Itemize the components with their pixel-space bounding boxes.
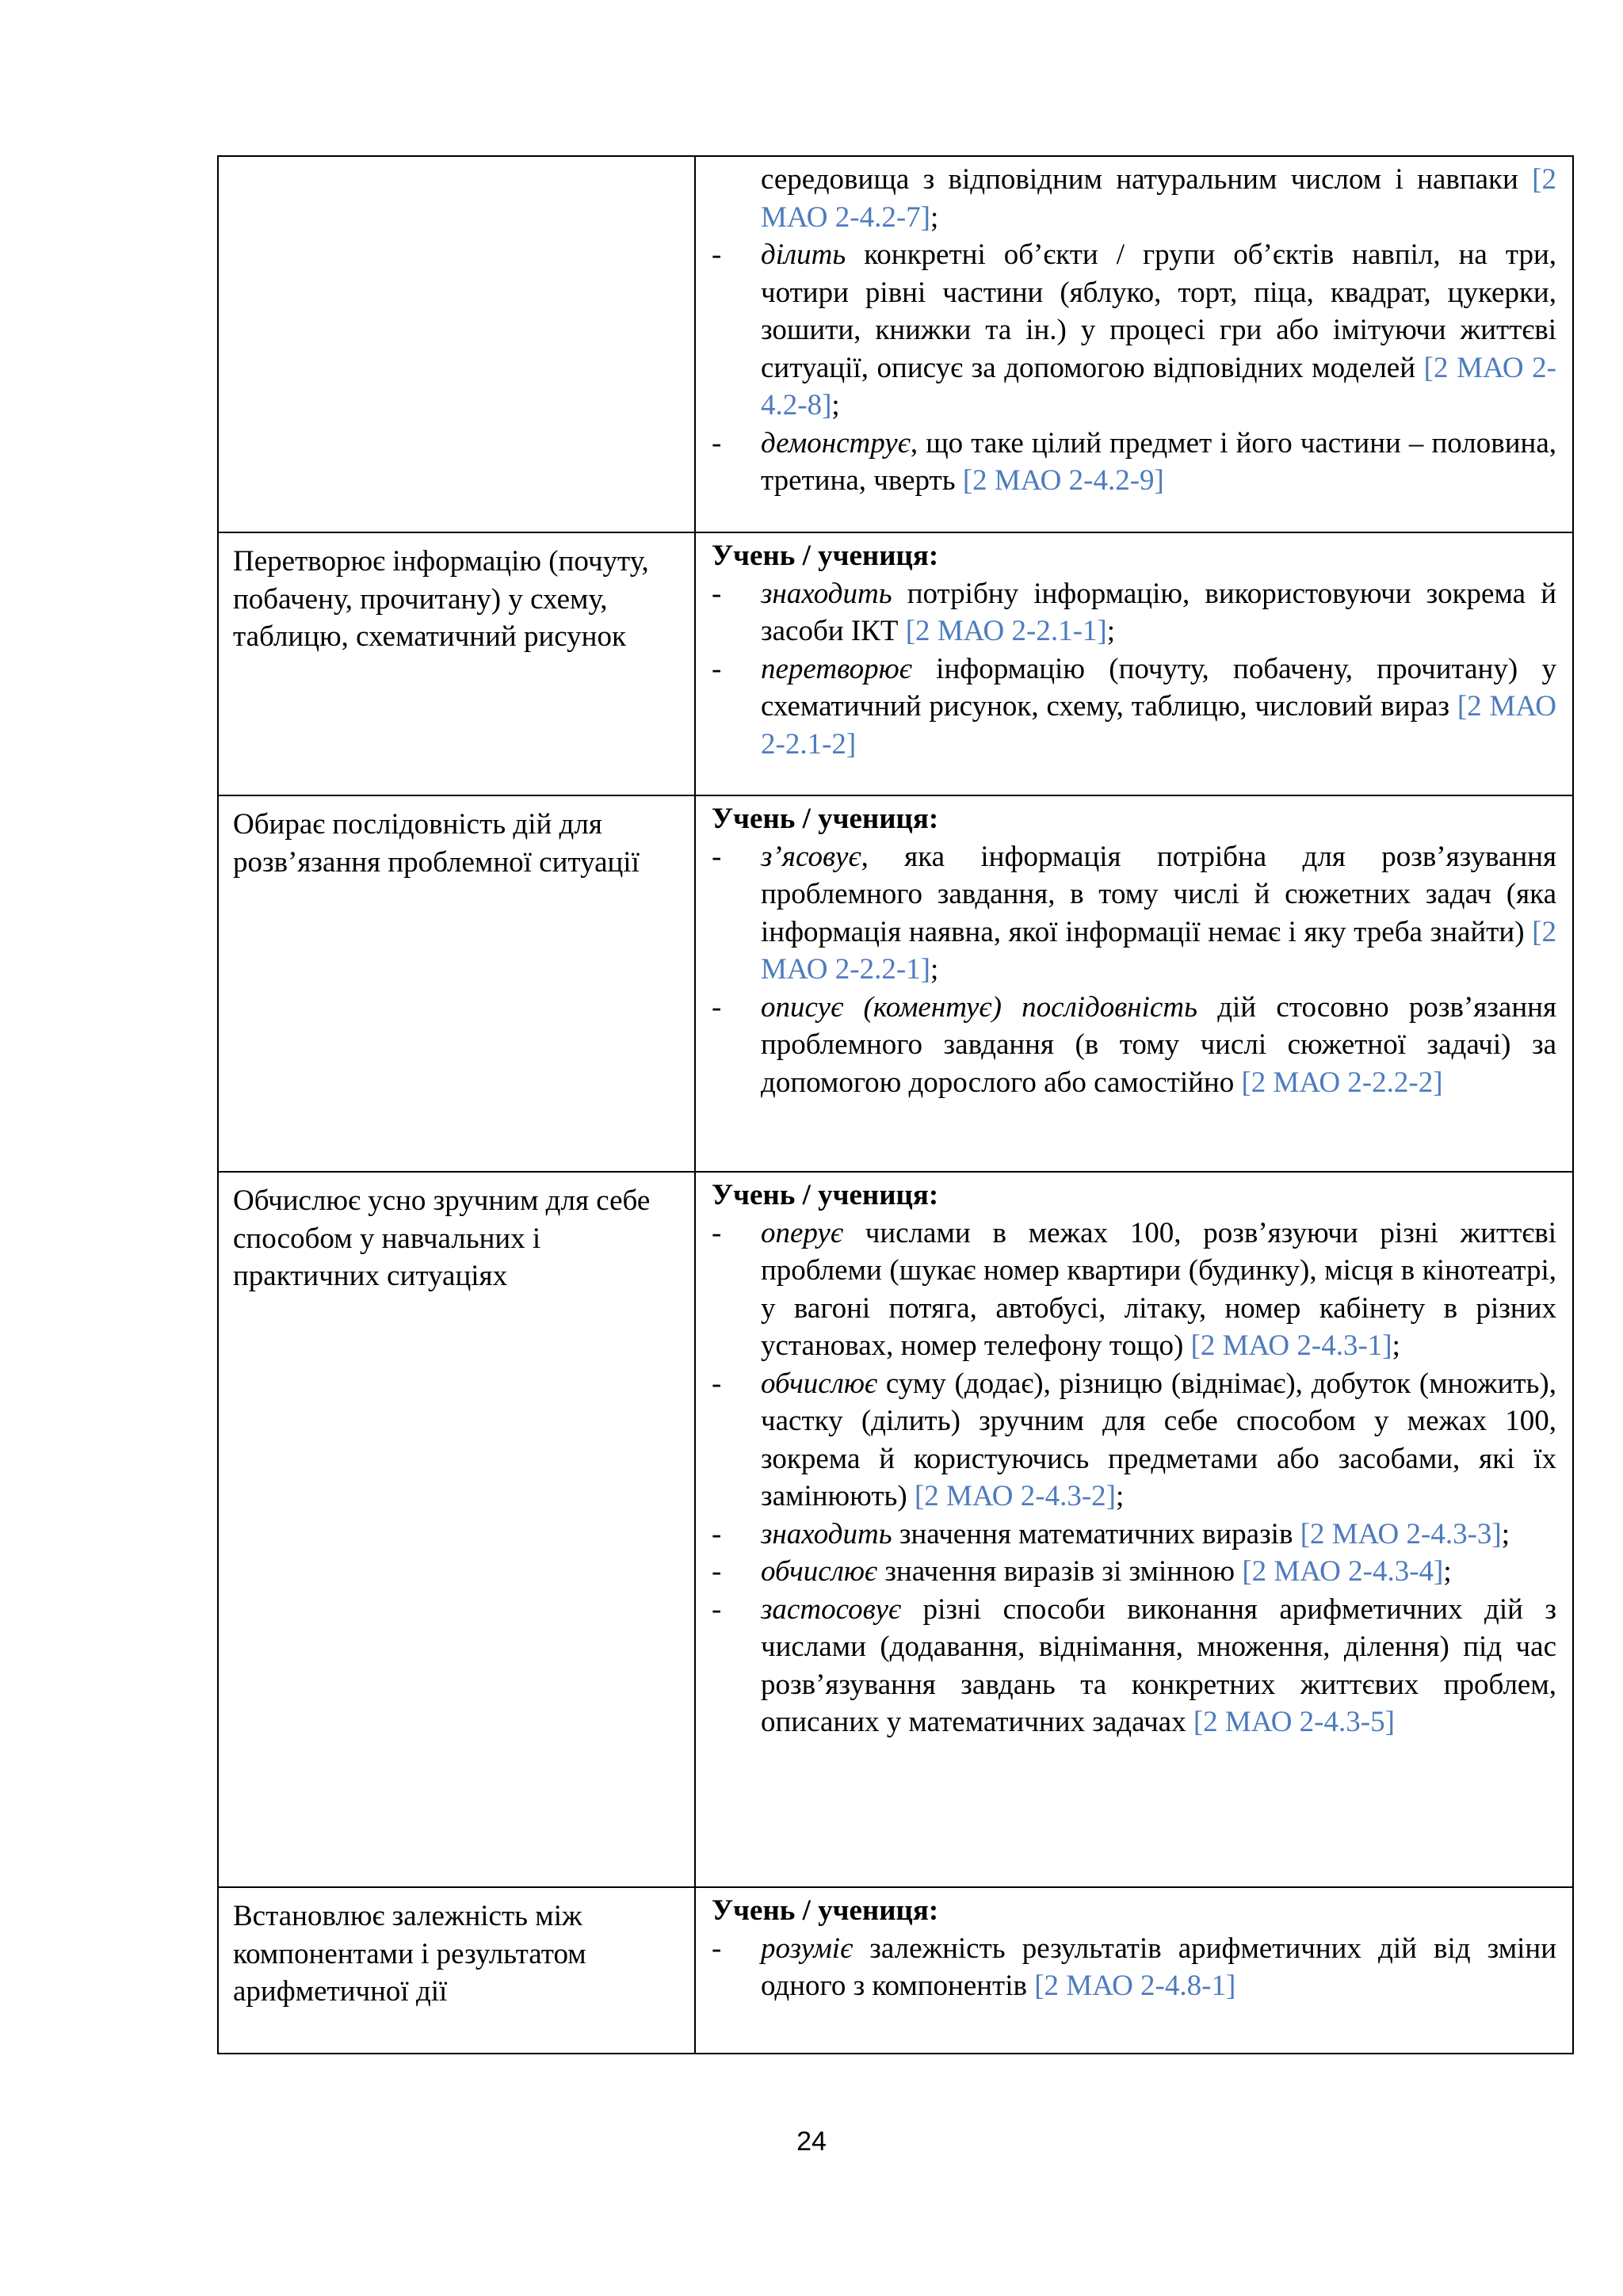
curriculum-code-link[interactable]: [2 МАО 2-4.2-8] (761, 351, 1556, 421)
expected-result-cell (218, 1887, 695, 2054)
curriculum-code-link[interactable]: [2 МАО 2-2.1-1] (905, 615, 1107, 647)
curriculum-table (217, 155, 1574, 2054)
specific-result-cell (695, 156, 1573, 532)
list-item: - знаходить потрібну інформацію, використовуючи зокрема й засоби ІКТ [2 МАО 2-2.1-1]; (712, 575, 1556, 650)
curriculum-code-link[interactable]: [2 МАО 2-2.1-2] (761, 690, 1557, 761)
curriculum-code-link[interactable]: [2 МАО 2-4.2-9] (962, 464, 1164, 497)
expected-result-cell (218, 156, 695, 532)
list-item: - перетворює інформацію (почуту, побачену, прочитану) у схематичний рисунок, схему, таблицю, числовий вираз [2 МАО 2-2.1-2] (712, 650, 1556, 764)
specific-result-cell (695, 1172, 1573, 1887)
student-heading: Учень / учениця: (712, 540, 939, 572)
student-heading: Учень / учениця: (712, 1179, 939, 1211)
curriculum-code-link[interactable]: [2 МАО 2-2.2-1] (761, 915, 1556, 986)
table-row (218, 532, 1573, 795)
list-item: - ділить конкретні об’єкти / групи об’єктів навпіл, на три, чотири рівні частини (яблуко, торт, піца, квадрат, цукерки, зошити, книжки та ін.) у процесі гри або імітуючи життєві ситуації, описує за допомогою відповідних моделей [2 МАО 2-4.2-8]; (712, 236, 1556, 425)
curriculum-code-link[interactable]: [2 МАО 2-4.2-7] (761, 163, 1556, 234)
expected-result-text: Встановлює залежність між компонентами і результатом арифметичної дії (233, 1900, 586, 2008)
student-heading: Учень / учениця: (712, 803, 939, 835)
expected-result-text: Обчислює усно зручним для себе способом у навчальних і практичних ситуаціях (233, 1184, 651, 1292)
expected-result-cell (218, 795, 695, 1172)
page-number: 24 (796, 2126, 827, 2157)
expected-result-cell (218, 532, 695, 795)
list-item: - оперує числами в межах 100, розв’язуючи різні життєві проблеми (шукає номер квартири (будинку), місця в кінотеатрі, у вагоні потяга, автобусі, літаку, номер кабінету в різних установах, номер телефону тощо) [2 МАО 2-4.3-1]; (712, 1215, 1556, 1365)
specific-result-cell (695, 1887, 1573, 2054)
curriculum-code-link[interactable]: [2 МАО 2-4.3-5] (1193, 1706, 1395, 1738)
curriculum-code-link[interactable]: [2 МАО 2-4.3-4] (1242, 1555, 1444, 1588)
list-item: - розуміє залежність результатів арифметичних дій від зміни одного з компонентів [2 МАО 2-4.8-1] (712, 1930, 1556, 2005)
curriculum-code-link[interactable]: [2 МАО 2-4.8-1] (1034, 1970, 1236, 2002)
table-row (218, 1887, 1573, 2054)
list-item: - знаходить значення математичних виразів [2 МАО 2-4.3-3]; (712, 1516, 1556, 1554)
list-item: - обчислює суму (додає), різницю (віднімає), добуток (множить), частку (ділить) зручним для себе способом у межах 100, зокрема й користуючись предметами або засобами, які їх замінюють) [2 МАО 2-4.3-2]; (712, 1365, 1556, 1516)
expected-result-cell (218, 1172, 695, 1887)
specific-result-cell (695, 795, 1573, 1172)
list-item: - застосовує різні способи виконання арифметичних дій з числами (додавання, віднімання, множення, ділення) під час розв’язування завдань та конкретних життєвих проблем, описаних у математичних задачах [2 МАО 2-4.3-5] (712, 1591, 1556, 1741)
expected-result-text (219, 157, 694, 166)
table-row (218, 795, 1573, 1172)
list-item: середовища з відповідним натуральним числом і навпаки [2 МАО 2-4.2-7]; (761, 163, 1556, 234)
student-heading: Учень / учениця: (712, 1894, 939, 1927)
expected-result-text: Перетворює інформацію (почуту, побачену, прочитану) у схему, таблицю, схематичний рисунок (233, 545, 649, 653)
list-item: - демонструє, що таке цілий предмет і його частини – половина, третина, чверть [2 МАО 2-4.2-9] (712, 425, 1556, 500)
curriculum-code-link[interactable]: [2 МАО 2-4.3-1] (1190, 1329, 1392, 1362)
curriculum-code-link[interactable]: [2 МАО 2-4.3-2] (914, 1480, 1116, 1512)
curriculum-code-link[interactable]: [2 МАО 2-4.3-3] (1300, 1517, 1502, 1550)
curriculum-code-link[interactable]: [2 МАО 2-2.2-2] (1241, 1066, 1443, 1099)
list-item: - обчислює значення виразів зі змінною [2 МАО 2-4.3-4]; (712, 1553, 1556, 1591)
table-row (218, 156, 1573, 532)
table-row (218, 1172, 1573, 1887)
list-item: - з’ясовує, яка інформація потрібна для розв’язування проблемного завдання, в тому числі й сюжетних задач (яка інформація наявна, якої інформації немає і яку треба знайти) [2 МАО 2-2.2-1]; (712, 838, 1556, 989)
specific-result-cell (695, 532, 1573, 795)
list-item: - описує (коментує) послідовність дій стосовно розв’язання проблемного завдання (в тому числі сюжетної задачі) за допомогою дорослого або самостійно [2 МАО 2-2.2-2] (712, 989, 1556, 1102)
expected-result-text: Обирає послідовність дій для розв’язання проблемної ситуації (233, 808, 640, 879)
